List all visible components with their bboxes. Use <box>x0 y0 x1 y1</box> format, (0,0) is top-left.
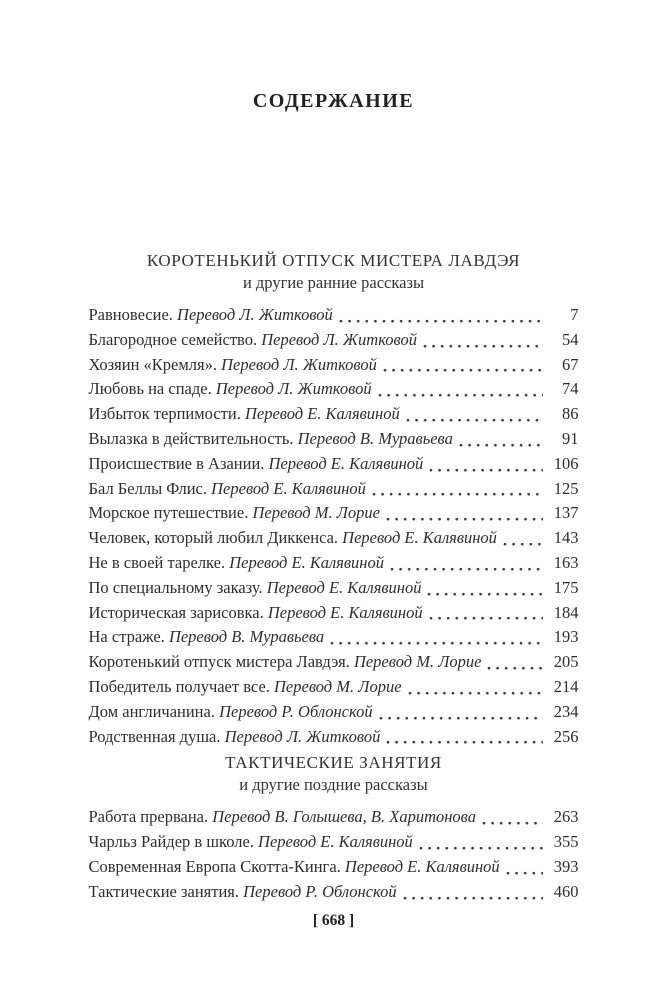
toc-entry <box>89 855 579 880</box>
toc-entry <box>89 830 579 855</box>
dot-leader <box>487 665 542 675</box>
entry-translator: Перевод Е. Калявиной <box>268 453 424 473</box>
entry-page-number: 163 <box>553 552 579 572</box>
toc-entry <box>89 353 579 378</box>
entry-label <box>89 700 373 725</box>
entry-page-number: 263 <box>553 807 579 827</box>
entry-page-number: 143 <box>553 528 579 548</box>
toc-entry <box>89 700 579 725</box>
entry-title: Тактические занятия. <box>88 881 239 901</box>
entry-page-number: 106 <box>553 453 579 473</box>
entry-title: Происшествие в Азании. <box>88 453 265 473</box>
toc-entry-list <box>89 303 579 749</box>
entry-label <box>89 402 400 427</box>
entry-page-number: 54 <box>562 329 579 349</box>
entry-translator: Перевод М. Лорие <box>353 652 482 672</box>
entry-page-number: 205 <box>553 652 579 672</box>
entry-title: Работа прервана. <box>88 807 209 827</box>
entry-translator: Перевод В. Муравьева <box>297 428 453 448</box>
toc-entry <box>89 551 579 576</box>
entry-title: Коротенький отпуск мистера Лавдэя. <box>88 652 350 672</box>
entry-label <box>89 830 413 855</box>
dot-leader <box>459 442 543 452</box>
dot-leader <box>408 690 543 700</box>
entry-translator: Перевод Е. Калявиной <box>344 856 500 876</box>
dot-leader <box>379 715 543 725</box>
toc-entry <box>89 377 579 402</box>
entry-title: Чарльз Райдер в школе. <box>88 832 254 852</box>
entry-page-number: 193 <box>553 627 579 647</box>
entry-label <box>89 880 397 905</box>
entry-label <box>89 650 482 675</box>
toc-entry <box>89 452 579 477</box>
dot-leader <box>386 739 542 749</box>
toc-entry <box>89 526 579 551</box>
entry-title: Избыток терпимости. <box>88 404 241 424</box>
entry-page-number: 175 <box>553 577 579 597</box>
entry-page-number: 256 <box>553 726 579 746</box>
entry-translator: Перевод Л. Житковой <box>261 329 417 349</box>
toc-entry <box>89 675 579 700</box>
dot-leader <box>503 541 543 551</box>
toc-section <box>89 752 579 904</box>
entry-page-number: 234 <box>553 701 579 721</box>
toc-entry <box>89 303 579 328</box>
toc-sections <box>89 250 579 905</box>
toc-entry <box>89 725 579 750</box>
dot-leader <box>378 392 543 402</box>
toc-entry-list <box>89 805 579 904</box>
entry-title: Человек, который любил Диккенса. <box>88 528 339 548</box>
entry-label <box>89 353 377 378</box>
dot-leader <box>390 566 543 576</box>
toc-entry <box>89 427 579 452</box>
entry-translator: Перевод В. Муравьева <box>168 627 325 647</box>
entry-label <box>89 303 333 328</box>
entry-title: Дом англичанина. <box>88 701 215 721</box>
toc-entry <box>89 805 579 830</box>
entry-page-number: 86 <box>562 404 579 424</box>
entry-label <box>89 452 424 477</box>
dot-leader <box>406 417 543 427</box>
entry-translator: Перевод Р. Облонской <box>243 881 397 901</box>
section-heading: ТАКТИЧЕСКИЕ ЗАНЯТИЯ <box>225 753 442 773</box>
entry-label <box>89 601 423 626</box>
section-subheading: и другие поздние рассказы <box>239 775 428 795</box>
entry-translator: Перевод Л. Житковой <box>224 726 381 746</box>
entry-label <box>89 576 422 601</box>
entry-translator: Перевод В. Голышева, В. Харитонова <box>212 807 476 827</box>
entry-translator: Перевод Е. Калявиной <box>258 832 413 852</box>
entry-page-number: 74 <box>562 379 579 399</box>
entry-label <box>89 526 497 551</box>
entry-title: Современная Европа Скотта-Кинга. <box>88 856 341 876</box>
toc-entry <box>89 576 579 601</box>
entry-page-number: 393 <box>553 856 579 876</box>
entry-title: Равновесие. <box>88 305 173 324</box>
dot-leader <box>419 845 543 855</box>
entry-label <box>89 855 500 880</box>
entry-translator: Перевод Е. Калявиной <box>244 404 400 424</box>
entry-title: Морское путешествие. <box>88 503 249 523</box>
entry-title: По специальному заказу. <box>88 577 263 597</box>
entry-label <box>89 328 418 353</box>
entry-translator: Перевод Е. Калявиной <box>342 528 497 548</box>
entry-page-number: 137 <box>553 503 579 523</box>
entry-label <box>89 551 385 576</box>
entry-page-number: 91 <box>562 428 579 448</box>
entry-title: Родственная душа. <box>88 726 221 746</box>
dot-leader <box>386 516 543 526</box>
entry-translator: Перевод Е. Калявиной <box>211 478 366 498</box>
dot-leader <box>383 367 543 377</box>
entry-title: На страже. <box>88 627 165 647</box>
dot-leader <box>427 591 542 601</box>
entry-page-number: 460 <box>553 881 579 901</box>
toc-entry <box>89 650 579 675</box>
entry-page-number: 355 <box>553 832 579 852</box>
toc-entry <box>89 501 579 526</box>
entry-translator: Перевод Л. Житковой <box>215 379 372 399</box>
entry-page-number: 214 <box>553 676 579 696</box>
entry-label <box>89 725 381 750</box>
dot-leader <box>506 870 543 880</box>
entry-label <box>89 501 380 526</box>
toc-section <box>89 250 579 749</box>
entry-translator: Перевод Л. Житковой <box>221 354 377 374</box>
entry-label <box>89 805 476 830</box>
entry-label <box>89 377 372 402</box>
entry-translator: Перевод Л. Житковой <box>177 305 333 324</box>
entry-title: Хозяин «Кремля». <box>88 354 217 374</box>
entry-title: Победитель получает все. <box>88 676 270 696</box>
entry-title: Любовь на спаде. <box>88 379 212 399</box>
entry-translator: Перевод Е. Калявиной <box>266 577 422 597</box>
toc-entry <box>89 477 579 502</box>
entry-translator: Перевод Р. Облонской <box>219 701 373 721</box>
entry-label <box>89 477 366 502</box>
entry-label <box>89 625 325 650</box>
entry-page-number: 125 <box>553 478 579 498</box>
toc-entry <box>89 328 579 353</box>
page-number-folio: [ 668 ] <box>312 912 355 929</box>
entry-title: Вылазка в действительность. <box>88 428 294 448</box>
dot-leader <box>403 895 543 905</box>
entry-title: Не в своей тарелке. <box>88 552 226 572</box>
entry-title: Бал Беллы Флис. <box>88 478 208 498</box>
page-title: СОДЕРЖАНИЕ <box>252 90 415 112</box>
dot-leader <box>423 343 543 353</box>
entry-translator: Перевод Е. Калявиной <box>229 552 384 572</box>
entry-title: Историческая зарисовка. <box>88 602 264 622</box>
entry-label <box>89 427 453 452</box>
dot-leader <box>330 640 542 650</box>
toc-entry <box>89 880 579 905</box>
section-heading: КОРОТЕНЬКИЙ ОТПУСК МИСТЕРА ЛАВДЭЯ <box>146 251 521 270</box>
dot-leader <box>372 491 543 501</box>
entry-translator: Перевод Е. Калявиной <box>267 602 423 622</box>
dot-leader <box>482 820 543 830</box>
entry-label <box>89 675 402 700</box>
entry-page-number: 184 <box>553 602 579 622</box>
entry-translator: Перевод М. Лорие <box>252 503 380 523</box>
section-subheading: и другие ранние рассказы <box>242 273 425 292</box>
dot-leader <box>339 318 543 328</box>
entry-title: Благородное семейство. <box>88 329 258 349</box>
entry-translator: Перевод М. Лорие <box>274 676 402 696</box>
dot-leader <box>429 615 543 625</box>
toc-entry <box>89 402 579 427</box>
toc-entry <box>89 601 579 626</box>
entry-page-number: 67 <box>562 354 579 374</box>
dot-leader <box>429 467 542 477</box>
toc-entry <box>89 625 579 650</box>
entry-page-number: 7 <box>570 305 579 324</box>
